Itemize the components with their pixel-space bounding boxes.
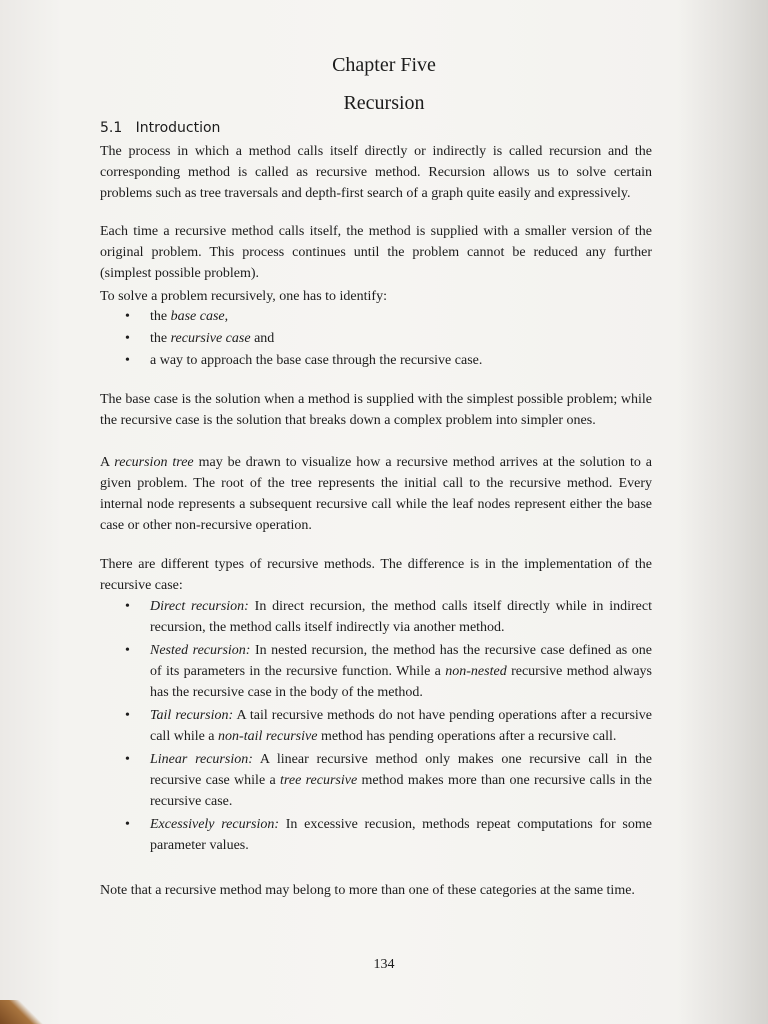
bullet-icon: •: [125, 752, 130, 767]
list-item-nested: • Nested recursion: In nested recursion, the method has the recursive case defined as one of its parameters in the recursive function. While a non-nested recursive method always has the recursive case in the body of the method.: [100, 640, 652, 703]
term-recursion-tree: recursion tree: [114, 455, 194, 470]
bullet-icon: •: [125, 309, 130, 324]
paragraph-intro: The process in which a method calls itself directly or indirectly is called recursion and the corresponding method is called as recursive method. Recursion allows us to solve certain problems such as tree traversals and depth-first search of a graph quite easily and expressively.: [100, 144, 652, 201]
list-item-direct: • Direct recursion: In direct recursion, the method calls itself directly while in indirect recursion, the method calls itself indirectly via another method.: [100, 596, 652, 638]
paragraph-note: Note that a recursive method may belong to more than one of these categories at the same time.: [100, 883, 635, 898]
page-number: 134: [373, 957, 395, 972]
bullet-icon: •: [125, 817, 130, 832]
list-item-excessive: • Excessively recursion: In excessive recusion, methods repeat computations for some parameter values.: [100, 814, 652, 856]
bullet-icon: •: [125, 331, 130, 346]
bullet-icon: •: [125, 643, 130, 658]
paragraph-types: There are different types of recursive methods. The difference is in the implementation of the recursive case:: [100, 557, 652, 593]
bullet-icon: •: [125, 708, 130, 723]
bullet-icon: •: [125, 599, 130, 614]
paragraph-base-vs-recursive: The base case is the solution when a method is supplied with the simplest possible problem; while the recursive case is the solution that breaks down a complex problem into simpler ones.: [100, 392, 652, 428]
list-item: • a way to approach the base case through the recursive case.: [100, 350, 652, 371]
section-number: 5.1: [100, 120, 123, 136]
list-item-tail: • Tail recursion: A tail recursive methods do not have pending operations after a recursive call while a non-tail recursive method has pending operations after a recursive call.: [100, 705, 652, 747]
list-item-linear: • Linear recursion: A linear recursive method only makes one recursive call in the recursive case while a tree recursive method makes more than one recursive calls in the recursive case.: [100, 749, 652, 812]
chapter-label: Chapter Five: [332, 54, 436, 76]
list-item: • the recursive case and: [100, 328, 652, 349]
section-heading: [100, 120, 220, 136]
chapter-title: Recursion: [343, 92, 425, 114]
paragraph-smaller-version: Each time a recursive method calls itself, the method is supplied with a smaller version of the original problem. This process continues until the problem cannot be reduced any further (simplest possible problem).: [100, 224, 652, 281]
page-corner-shadow: [0, 1000, 48, 1024]
identify-list: [100, 306, 652, 372]
paragraph-recursion-tree: A recursion tree may be drawn to visualize how a recursive method arrives at the solution to a given problem. The root of the tree represents the initial call to the recursive method. Every internal node represents a subsequent recursive call while the leaf nodes represent either the base case or other non-recursive operation.: [100, 455, 653, 533]
list-item: • the base case,: [100, 306, 652, 327]
types-list: [100, 596, 652, 858]
paragraph-solve-lead: To solve a problem recursively, one has to identify:: [100, 289, 387, 304]
page-edge-shadow: [678, 0, 768, 1024]
section-title: Introduction: [135, 120, 221, 136]
bullet-icon: •: [125, 353, 130, 368]
